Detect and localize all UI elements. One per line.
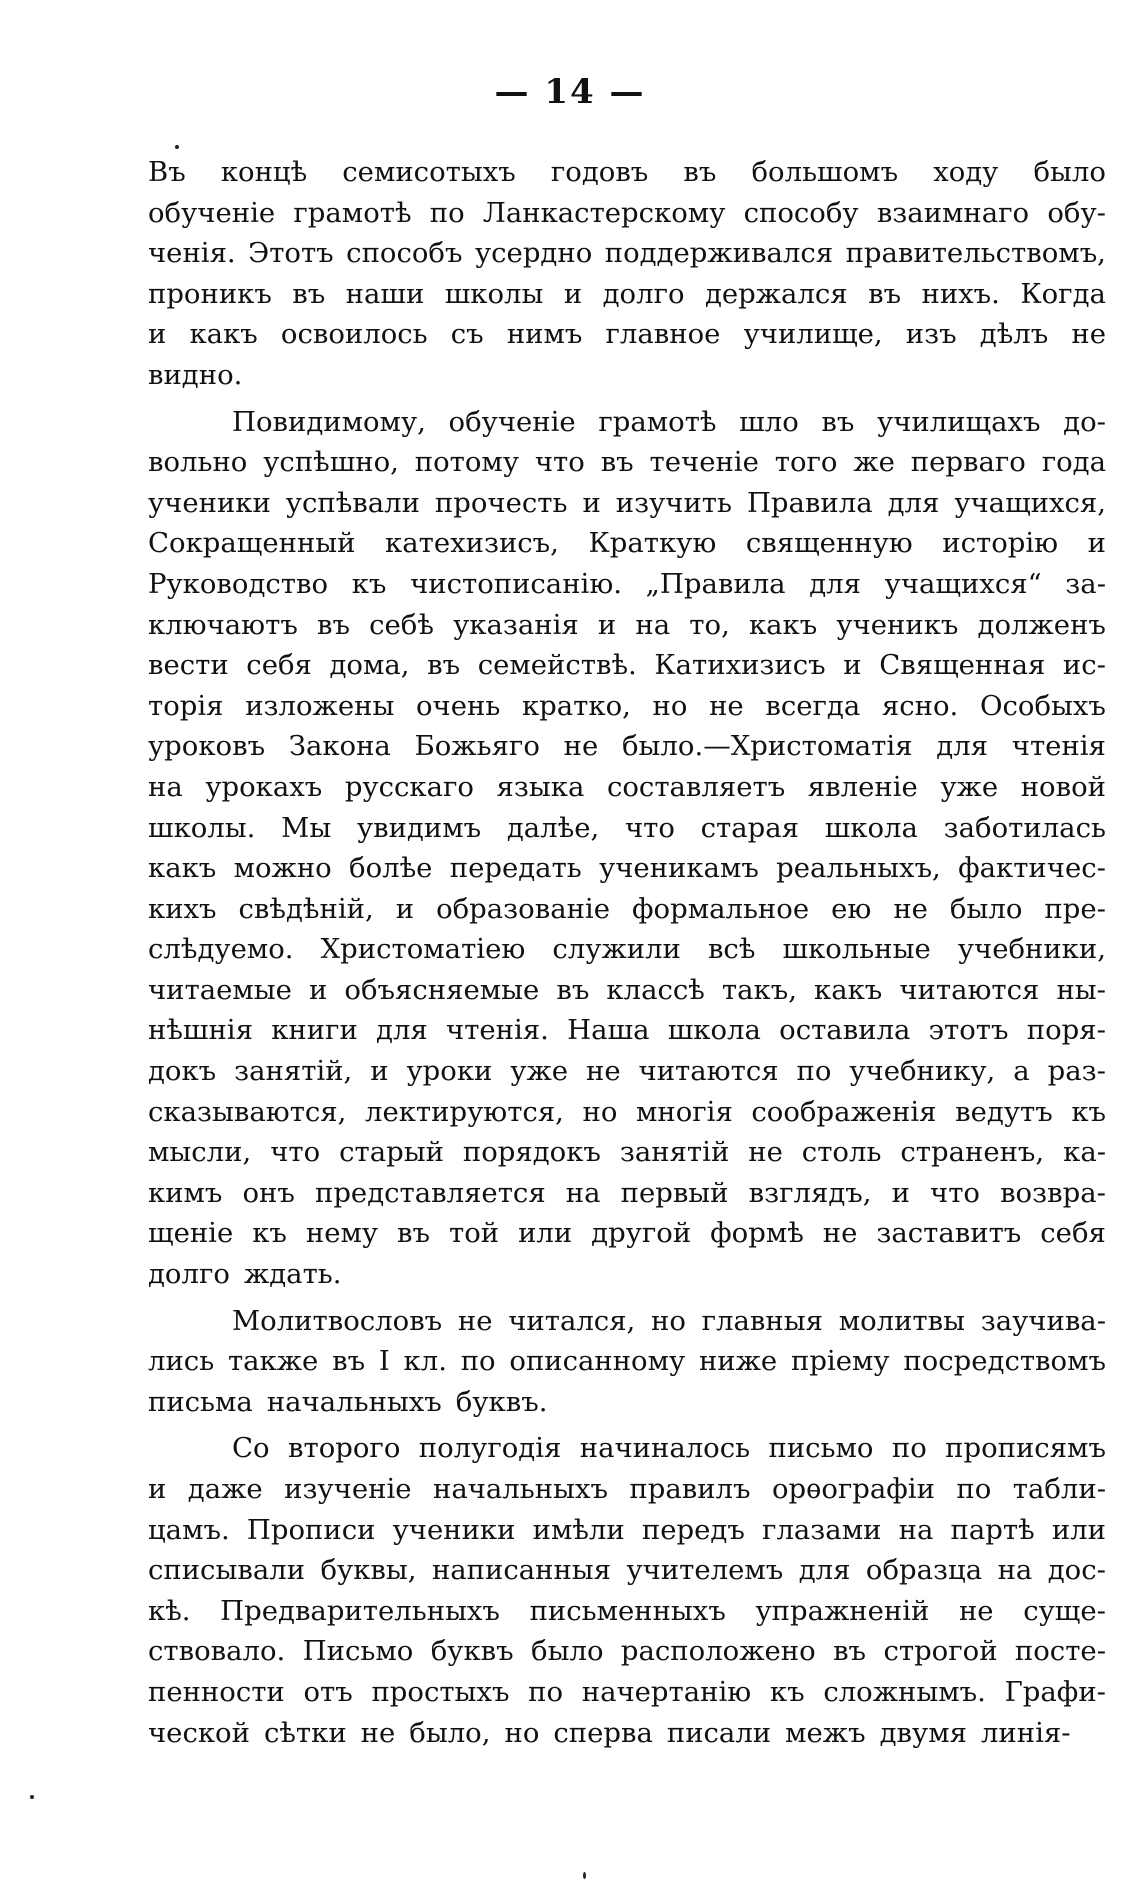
text-line: долго ждать. [148, 1258, 342, 1291]
text-line: ченія. Этотъ способъ усердно поддерживался правительствомъ, [148, 237, 1106, 270]
text-line: торія изложены очень кратко, но не всегда ясно. Особыхъ [148, 689, 1106, 722]
text-line: вольно успѣшно, потому что въ теченіе того же перваго года [148, 446, 1106, 479]
text-line: кимъ онъ представляется на первый взглядъ, и что возвра- [148, 1176, 1106, 1209]
text-line: сказываются, лектируются, но многія соображенія ведутъ къ [148, 1095, 1106, 1128]
text-line: лись также въ I кл. по описанному ниже пріему посредствомъ [148, 1345, 1106, 1378]
text-line: Молитвословъ не читался, но главныя молитвы заучива- [232, 1304, 1106, 1337]
text-line: и какъ освоилось съ нимъ главное училище, изъ дѣлъ не [148, 318, 1106, 351]
text-line: письма начальныхъ буквъ. [148, 1385, 548, 1418]
paragraph [148, 402, 1106, 1295]
text-line: на урокахъ русскаго языка составляетъ явленіе уже новой [148, 770, 1106, 803]
text-line: и даже изученіе начальныхъ правилъ орѳографіи по табли- [148, 1473, 1106, 1505]
text-line: пенности отъ простыхъ по начертанію къ сложнымъ. Графи- [148, 1675, 1106, 1708]
text-line: читаемые и объясняемые въ классѣ такъ, какъ читаются ны- [148, 973, 1106, 1006]
text-line: мысли, что старый порядокъ занятій не столь страненъ, ка- [148, 1136, 1106, 1169]
text-line: обученіе грамотѣ по Ланкастерскому способу взаимнаго обу- [148, 196, 1106, 229]
text-line: Сокращенный катехизисъ, Краткую священную исторію и [148, 527, 1106, 560]
text-line: нѣшнія книги для чтенія. Наша школа оставила этотъ поря- [148, 1014, 1106, 1047]
text-line: цамъ. Прописи ученики имѣли передъ глазами на партѣ или [148, 1513, 1106, 1546]
text-line: списывали буквы, написанныя учителемъ для образца на дос- [148, 1554, 1106, 1587]
paragraph [148, 1301, 1106, 1423]
text-line: видно. [148, 358, 243, 391]
text-line: щеніе къ нему въ той или другой формѣ не заставитъ себя [148, 1217, 1106, 1250]
paragraph [148, 1428, 1106, 1753]
text-line: проникъ въ наши школы и долго держался въ нихъ. Когда [148, 277, 1106, 310]
paragraph [148, 152, 1106, 396]
text-line: уроковъ Закона Божьяго не было.—Христоматія для чтенія [148, 730, 1106, 763]
text-line: вести себя дома, въ семействѣ. Катихизисъ и Священная ис- [148, 649, 1106, 682]
text-line: ствовало. Письмо буквъ было расположено въ строгой посте- [148, 1635, 1106, 1668]
text-line: докъ занятій, и уроки уже не читаются по учебнику, а раз- [148, 1055, 1106, 1088]
text-line: кѣ. Предварительныхъ письменныхъ упражненій не суще- [148, 1594, 1106, 1627]
text-line: ученики успѣвали прочесть и изучить Правила для учащихся, [148, 486, 1106, 519]
print-speck [30, 1795, 34, 1799]
text-line: какъ можно болѣе передать ученикамъ реальныхъ, фактичес- [148, 852, 1106, 885]
text-line: Повидимому, обученіе грамотѣ шло въ училищахъ до- [232, 405, 1106, 438]
text-line: кихъ свѣдѣній, и образованіе формальное ею не было пре- [148, 892, 1106, 925]
text-line: Въ концѣ семисотыхъ годовъ въ большомъ ходу было [148, 156, 1106, 188]
text-line: Со второго полугодія начиналось письмо по прописямъ [232, 1432, 1106, 1465]
text-line: Руководство къ чистописанію. „Правила для учащихся“ за- [148, 567, 1106, 600]
body-text [148, 152, 1106, 1759]
print-speck [583, 1872, 586, 1879]
text-line: слѣдуемо. Христоматіею служили всѣ школьные учебники, [148, 933, 1106, 966]
print-speck [175, 145, 179, 149]
text-line: ческой сѣтки не было, но сперва писали межъ двумя линія- [148, 1716, 1071, 1749]
text-line: ключаютъ въ себѣ указанія и на то, какъ ученикъ долженъ [148, 608, 1106, 641]
page-number: — 14 — [494, 72, 646, 112]
text-line: школы. Мы увидимъ далѣе, что старая школа заботилась [148, 811, 1106, 844]
